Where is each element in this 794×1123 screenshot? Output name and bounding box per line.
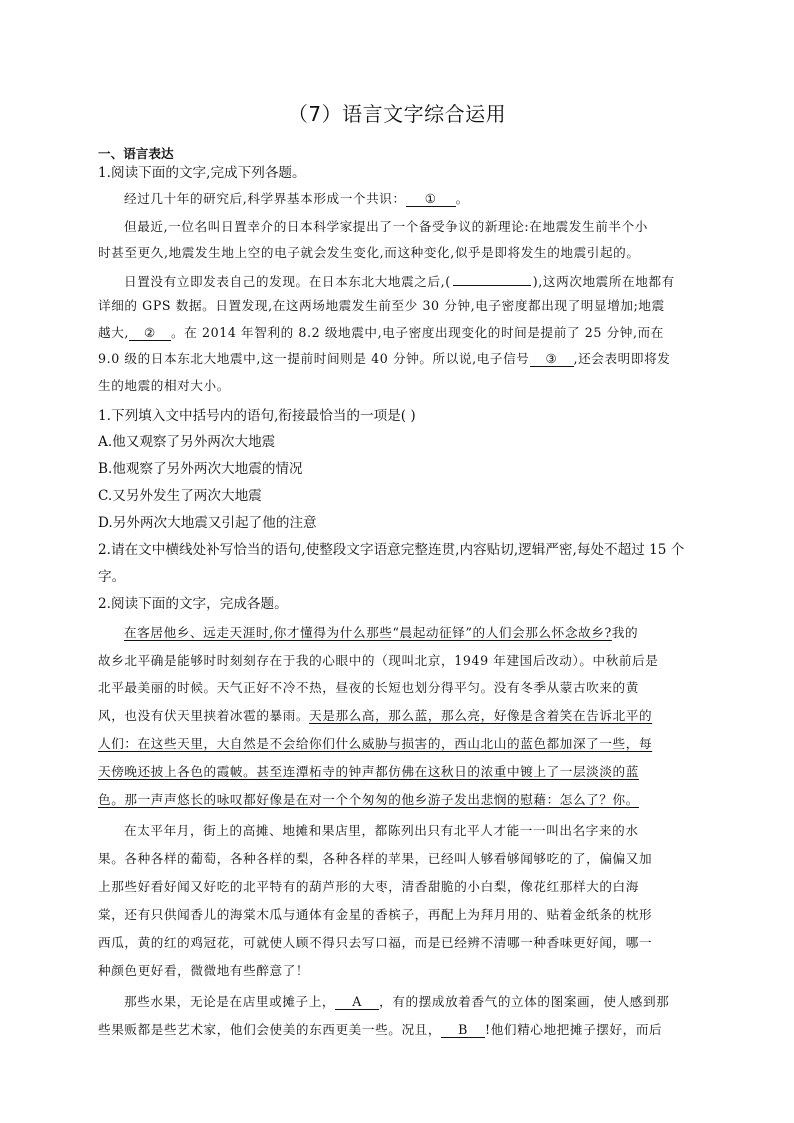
page-title: （7）语言文字综合运用 [287, 102, 507, 126]
passage-1-line: 生的地震的相对大小。 [98, 378, 230, 393]
passage-2-line: 果。各种各样的葡萄，各种各样的梨，各种各样的苹果，已经叫人够看够闻够吃的了，偏偏又加 [98, 851, 653, 866]
passage-2-line [98, 707, 698, 725]
passage-2-line: 上那些好看好闻又好吃的北平特有的葫芦形的大枣，清香甜脆的小白梨，像花红那样大的白海 [98, 879, 639, 894]
blank-b: B [441, 1022, 485, 1038]
question-1-intro: 1.阅读下面的文字,完成下列各题。 [98, 165, 306, 181]
option-b: B.他观察了另外两次大地震的情况 [98, 461, 303, 477]
passage-2-line: 棠，还有只供闻香儿的海棠木瓜与通体有金星的香槟子，再配上为拜月用的、贴着金纸条的枕形 [98, 907, 653, 922]
passage-2-line [98, 735, 698, 753]
passage-1-line: 时甚至更久,地震发生地上空的电子就会发生变化,而这种变化,似乎是即将发生的地震引起的。 [98, 245, 640, 260]
text: 风，也没有伏天里挟着冰雹的暴雨。 [98, 708, 310, 723]
underlined-text: 在客居他乡、远走天涯时,你才懂得为什么那些“晨起动征铎”的人们会那么怀念故乡? [124, 625, 612, 640]
passage-2-line [98, 1021, 698, 1039]
passage-2-line [98, 763, 698, 781]
passage-2-line [98, 791, 698, 809]
blank-1: ① [406, 191, 456, 207]
text: 我的 [611, 625, 639, 640]
passage-1-line: 但最近,一位名叫日置幸介的日本科学家提出了一个备受争议的新理论:在地震发生前半个小 [124, 219, 649, 234]
underlined-text: 色。那一声声悠长的咏叹都好像是在对一个个匆匆的他乡游子发出悲悯的慰藉：怎么了？你。 [98, 792, 639, 807]
text: 经过几十年的研究后,科学界基本形成一个共识： [124, 191, 406, 206]
text: !他们精心地把摊子摆好，而后 [485, 1022, 663, 1037]
passage-2-line: 种颜色更好看，微微地有些醉意了！ [98, 963, 310, 978]
option-d: D.另外两次大地震又引起了他的注意 [98, 515, 317, 531]
section-heading: 一、语言表达 [98, 146, 174, 161]
text: 。 [455, 191, 469, 206]
bracket-blank [453, 271, 531, 286]
blank-a: A [335, 994, 379, 1010]
passage-1-line: 详细的 GPS 数据。日置发现,在这两场地震发生前至少 30 分钟,电子密度都出现了明显增加;地震 [98, 298, 665, 313]
passage-1-line [124, 190, 698, 208]
question-2-intro: 2.阅读下面的文字，完成各题。 [98, 596, 288, 612]
underlined-text: 天傍晚还披上各色的霞帔。甚至连潭柘寺的钟声都仿佛在这秋日的浓重中镀上了一层淡淡的蓝 [98, 764, 639, 779]
text: 那些水果，无论是在店里或摊子上， [124, 994, 336, 1009]
subquestion-1: 1.下列填入文中括号内的语句,衔接最恰当的一项是( ) [98, 408, 416, 424]
passage-1-line [98, 324, 698, 342]
text: 些果贩都是些艺术家，他们会使美的东西更美一些。况且， [98, 1022, 442, 1037]
passage-2-line: 在太平年月，街上的高摊、地摊和果店里，都陈列出只有北平人才能一一叫出名字来的水 [124, 823, 639, 838]
passage-2-line: 西瓜，黄的红的鸡冠花，可就使人顾不得只去写口福，而是已经辨不清哪一种香味更好闻，哪一 [98, 935, 653, 950]
option-a: A.他又观察了另外两次大地震 [98, 434, 276, 450]
text: ,还会表明即将发 [573, 351, 671, 366]
subquestion-2: 2.请在文中横线处补写恰当的语句,使整段文字语意完整连贯,内容贴切,逻辑严密,每处不超过 15 个 [98, 542, 685, 558]
passage-1-line [98, 350, 698, 368]
underlined-text: 人们：在这些天里，大自然是不会给你们什么威胁与损害的，西山北山的蓝色都加深了一些，每 [98, 736, 653, 751]
subquestion-2-cont: 字。 [98, 569, 126, 585]
text: ,这两次地震所在地都有 [538, 274, 675, 289]
passage-2-line [124, 624, 698, 642]
text: 。在 2014 年智利的 8.2 级地震中,电子密度出现变化的时间是提前了 25 分钟,而在 [171, 325, 664, 340]
underlined-text: 天是那么高，那么蓝，那么亮，好像是含着笑在告诉北平的 [309, 708, 653, 723]
passage-2-line [124, 993, 698, 1011]
blank-3: ③ [530, 351, 574, 367]
option-c: C.又另外发生了两次大地震 [98, 488, 262, 504]
blank-2: ② [129, 325, 171, 341]
text: 9.0 级的日本东北大地震中,这一提前时间则是 40 分钟。所以说,电子信号 [98, 351, 530, 366]
text: 越大, [98, 325, 129, 340]
text: ，有的摆成放着香气的立体的图案画，使人感到那 [379, 994, 670, 1009]
passage-1-line: 日置没有立即发表自己的发现。在日本东北大地震之后,( ),这两次地震所在地都有 [124, 271, 698, 291]
passage-2-line: 北平最美丽的时候。天气正好不冷不热，昼夜的长短也划分得平匀。没有冬季从蒙古吹来的黄 [98, 680, 639, 695]
passage-2-line: 故乡北平确是能够时时刻刻存在于我的心眼中的（现叫北京，1949 年建国后改动）。中秋前后是 [98, 653, 659, 668]
text: 日置没有立即发表自己的发现。在日本东北大地震之后, [124, 274, 446, 289]
